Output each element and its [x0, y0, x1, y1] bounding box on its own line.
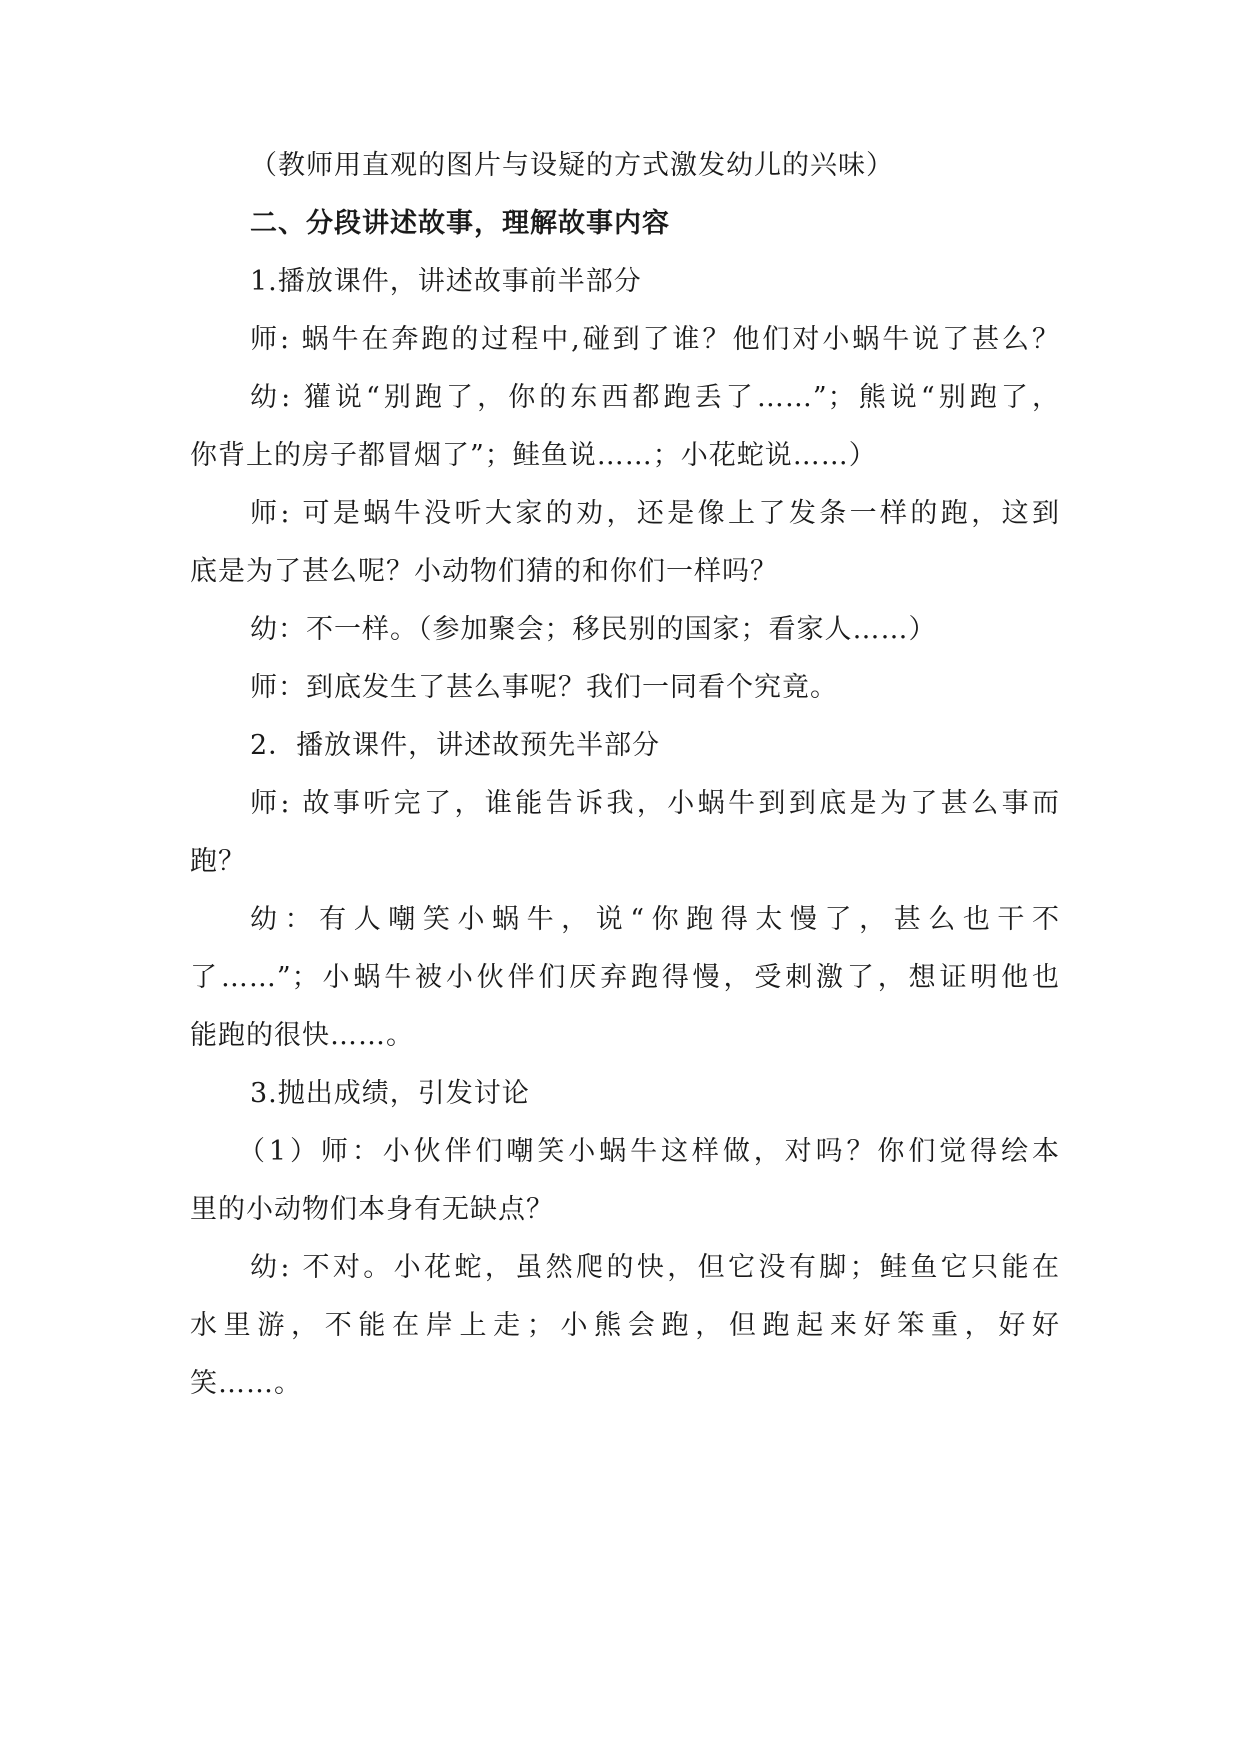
text-line-teacher-q5: （1）师：小伙伴们嘲笑小蜗牛这样做，对吗？你们觉得绘本 — [238, 1136, 1060, 1167]
text-line-teacher-q4-cont: 跑？ — [190, 846, 246, 877]
text-line-note: （教师用直观的图片与设疑的方式激发幼儿的兴味） — [250, 150, 894, 181]
text-line-child-a3: 幼：有人嘲笑小蜗牛，说“你跑得太慢了，甚么也干不 — [250, 904, 1060, 935]
text-line-child-a2: 幼：不一样。（参加聚会；移民别的国家；看家人……） — [250, 614, 937, 645]
text-line-child-a4-end: 笑……。 — [190, 1368, 302, 1399]
text-line-teacher-q5-cont: 里的小动物们本身有无缺点？ — [190, 1194, 554, 1225]
text-line-child-a1: 幼: 獾说“别跑了，你的东西都跑丢了……”；熊说“别跑了， — [250, 382, 1060, 413]
text-line-child-a1-cont: 你背上的房子都冒烟了”；鲑鱼说……；小花蛇说……） — [190, 440, 877, 471]
text-line-teacher-q2: 师: 可是蜗牛没听大家的劝，还是像上了发条一样的跑，这到 — [250, 498, 1060, 529]
text-line-child-a4: 幼: 不对。小花蛇，虽然爬的快，但它没有脚；鲑鱼它只能在 — [250, 1252, 1060, 1283]
text-line-teacher-q3: 师：到底发生了甚么事呢？我们一同看个究竟。 — [250, 672, 838, 703]
text-line-teacher-q1: 师: 蜗牛在奔跑的过程中,碰到了谁？他们对小蜗牛说了甚么？ — [250, 324, 1060, 355]
section-heading: 二、分段讲述故事，理解故事内容 — [250, 208, 670, 239]
subsection-heading-1: 1.播放课件，讲述故事前半部分 — [250, 266, 642, 297]
subsection-heading-2: 2．播放课件，讲述故预先半部分 — [250, 730, 661, 761]
text-line-teacher-q4: 师: 故事听完了，谁能告诉我，小蜗牛到到底是为了甚么事而 — [250, 788, 1060, 819]
subsection-heading-3: 3.抛出成绩，引发讨论 — [250, 1078, 530, 1109]
text-line-child-a4-cont: 水里游，不能在岸上走；小熊会跑，但跑起来好笨重，好好 — [190, 1310, 1060, 1341]
text-line-child-a3-cont: 了……”；小蜗牛被小伙伴们厌弃跑得慢，受刺激了，想证明他也 — [190, 962, 1060, 993]
text-line-teacher-q2-cont: 底是为了甚么呢？小动物们猜的和你们一样吗？ — [190, 556, 778, 587]
text-line-child-a3-end: 能跑的很快……。 — [190, 1020, 414, 1051]
